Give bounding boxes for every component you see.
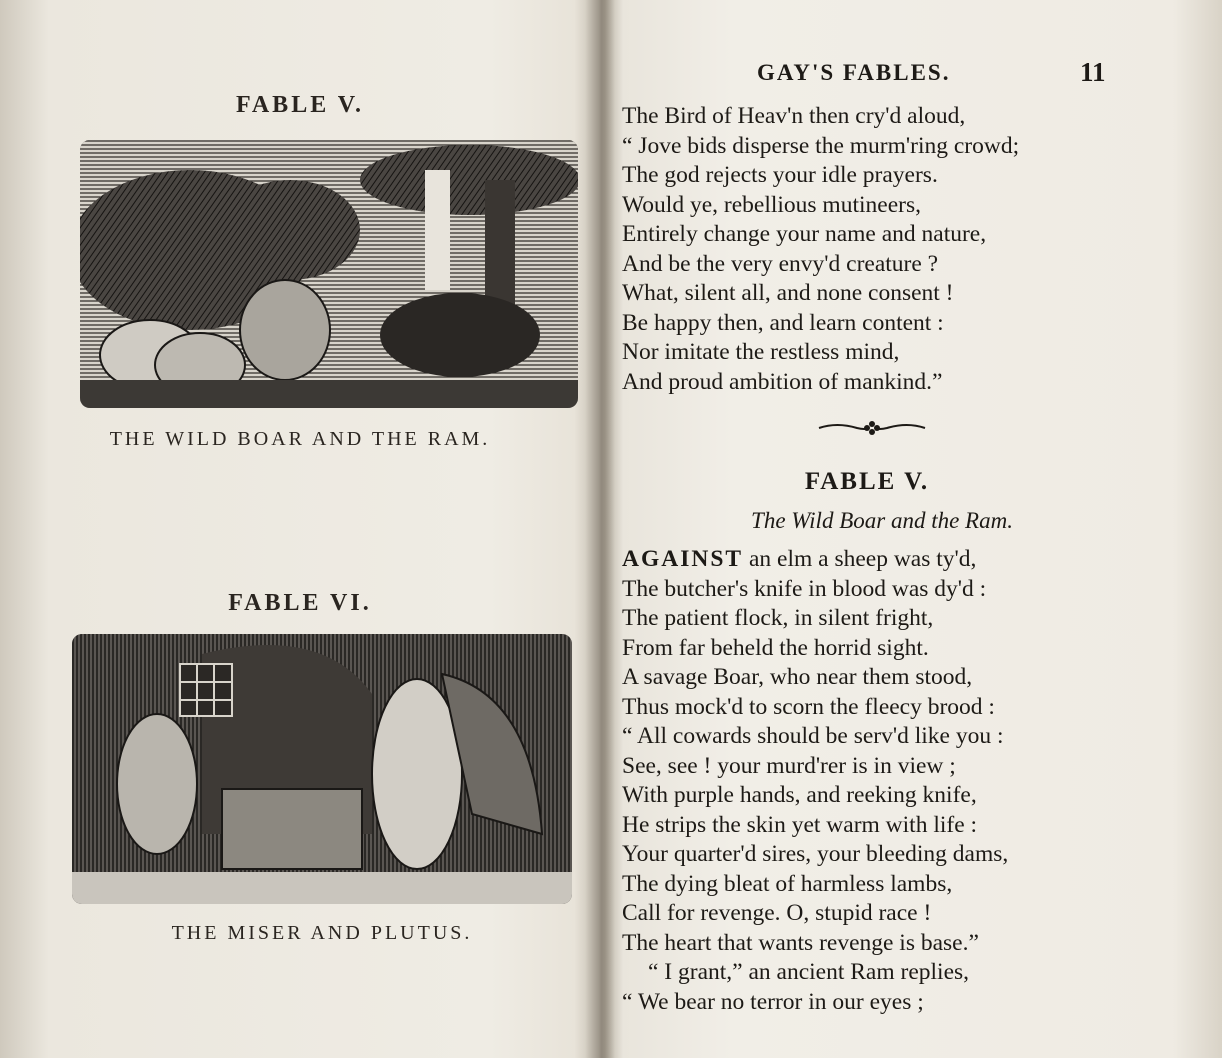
verse-line: See, see ! your murd'rer is in view ; <box>622 752 956 779</box>
verse-line: The patient flock, in silent fright, <box>622 605 934 631</box>
verse-opening-rest: an elm a sheep was ty'd, <box>743 546 977 572</box>
verse-line: Be happy then, and learn content : <box>622 309 944 336</box>
wild-boar-and-ram-engraving <box>80 140 578 408</box>
verse-line: The butcher's knife in blood was dy'd : <box>622 575 987 602</box>
left-page <box>0 0 600 1058</box>
verse-line: What, silent all, and none consent ! <box>622 280 954 306</box>
verse-line: “ We bear no terror in our eyes ; <box>622 988 924 1015</box>
page-number: 11 <box>1080 57 1106 87</box>
verse-line: Would ye, rebellious mutineers, <box>622 191 921 218</box>
verse-line: He strips the skin yet warm with life : <box>622 811 978 838</box>
fable-subtitle: The Wild Boar and the Ram. <box>751 508 1013 533</box>
verse-line: And proud ambition of mankind.” <box>622 368 943 395</box>
running-head: GAY'S FABLES. <box>757 60 951 85</box>
fable-vi-caption: THE MISER AND PLUTUS. <box>171 922 473 944</box>
verse-opening-word: AGAINST <box>622 546 744 572</box>
fable-title: FABLE V. <box>804 468 930 495</box>
verse-line: And be the very envy'd creature ? <box>622 250 939 277</box>
verse-line: A savage Boar, who near them stood, <box>622 664 973 690</box>
verse-line: “ Jove bids disperse the murm'ring crowd; <box>622 132 1020 159</box>
verse-line: The god rejects your idle prayers. <box>622 162 938 188</box>
fable-v-heading: FABLE V. <box>235 92 365 118</box>
verse-line: The dying bleat of harmless lambs, <box>622 870 953 897</box>
ornament-divider-icon <box>817 418 927 438</box>
verse-line: Nor imitate the restless mind, <box>622 339 900 365</box>
miser-and-plutus-engraving <box>72 634 572 904</box>
verse-line: The Bird of Heav'n then cry'd aloud, <box>622 103 966 129</box>
verse-line: Call for revenge. O, stupid race ! <box>622 900 932 926</box>
verse-line-indented: “ I grant,” an ancient Ram replies, <box>648 959 970 985</box>
verse-line: “ All cowards should be serv'd like you : <box>622 723 1004 749</box>
verse-line: Your quarter'd sires, your bleeding dams, <box>622 841 1009 867</box>
fable-v-caption: THE WILD BOAR AND THE RAM. <box>109 428 491 450</box>
verse-line: Entirely change your name and nature, <box>622 221 987 247</box>
right-page <box>612 0 1222 1058</box>
verse-line: Thus mock'd to scorn the fleecy brood : <box>622 693 995 720</box>
verse-line: From far beheld the horrid sight. <box>622 634 929 661</box>
verse-main <box>622 545 1008 1017</box>
verse-line: The heart that wants revenge is base.” <box>622 929 979 956</box>
verse-first-line <box>622 545 1008 575</box>
verse-line: With purple hands, and reeking knife, <box>622 782 977 808</box>
verse-top <box>622 102 1019 397</box>
fable-vi-heading: FABLE VI. <box>228 590 372 616</box>
